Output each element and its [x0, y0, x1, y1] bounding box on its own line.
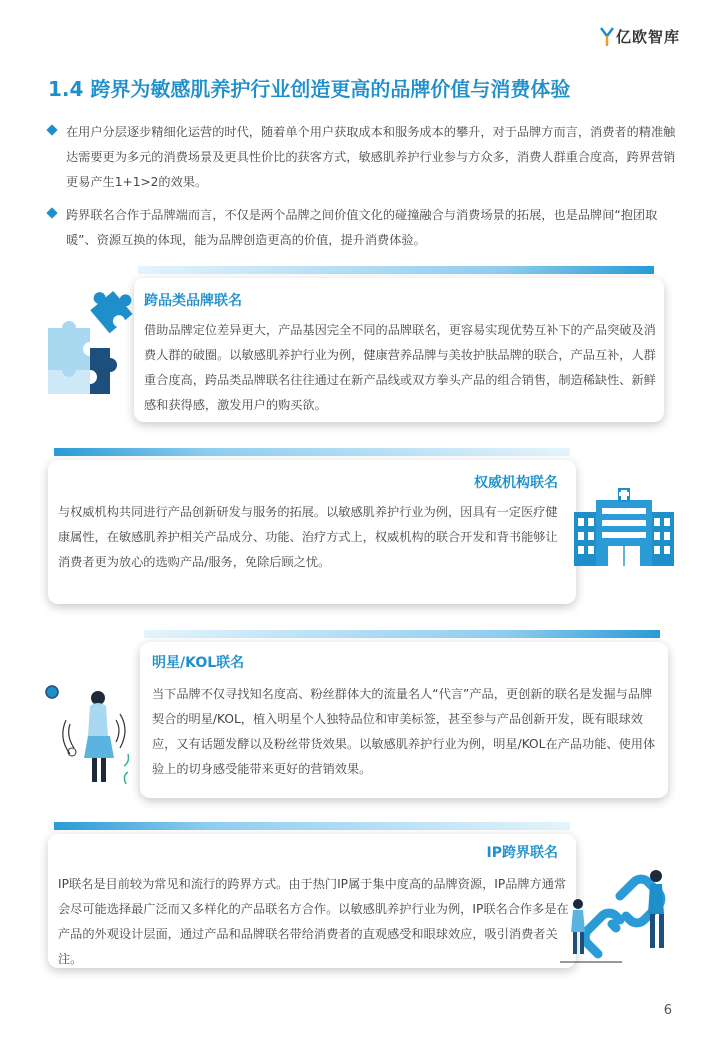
section-text: IP联名是目前较为常见和流行的跨界方式。由于热门IP属于集中度高的品牌资源，IP品牌方通常会尽可能选择最广泛而又多样化的产品联名方合作。以敏感肌养护行业为例，IP联名合作多是在产品的外观设计层面，通过产品和品牌联名带给消费者的直观感受和眼球效应，吸引消费者关注。: [58, 877, 569, 966]
bullet-diamond-icon: [46, 207, 57, 218]
section-card: [134, 278, 664, 422]
brand-logo-icon: [600, 27, 614, 47]
page-title: 1.4 跨界为敏感肌养护行业创造更高的品牌价值与消费体验: [48, 77, 571, 101]
bullet-text: 在用户分层逐步精细化运营的时代，随着单个用户获取成本和服务成本的攀升，对于品牌方而言，消费者的精准触达需要更为多元的消费场景及更具性价比的获客方式，敏感肌养护行业参与方众多，消费人群重合度高，跨界营销更易产生1+1>2的效果。: [66, 125, 676, 189]
kol-person-icon: [40, 680, 140, 792]
section-accent-bar: [138, 266, 654, 274]
page-number: 6: [663, 1003, 672, 1018]
bullet-diamond-icon: [46, 124, 57, 135]
section-accent-bar: [144, 630, 660, 638]
section-accent-bar: [54, 822, 570, 830]
section-title: 跨品类品牌联名: [144, 293, 242, 309]
bullet-item: [48, 120, 678, 195]
brand-name: 亿欧智库: [615, 28, 680, 46]
section-card: [48, 460, 576, 604]
section-card: [48, 834, 576, 968]
hospital-icon: [574, 486, 674, 566]
section-card: [140, 642, 668, 798]
section-text: 与权威机构共同进行产品创新研发与服务的拓展。以敏感肌养护行业为例，因具有一定医疗健康属性，在敏感肌养护相关产品成分、功能、治疗方式上，权威机构的联合开发和背书能够让消费者更为放心的选购产品/服务，免除后顾之忧。: [58, 505, 558, 569]
section-title: 权威机构联名: [474, 475, 558, 491]
section-title: 明星/KOL联名: [152, 655, 245, 671]
section-text: 借助品牌定位差异更大，产品基因完全不同的品牌联名，更容易实现优势互补下的产品突破及消费人群的破圈。以敏感肌养护行业为例，健康营养品牌与美妆护肤品牌的联合，产品互补，人群重合度高，跨品类品牌联名往往通过在新产品线或双方拳头产品的组合销售，制造稀缺性、新鲜感和获得感，激发用户的购买欲。: [144, 323, 656, 412]
section-text: 当下品牌不仅寻找知名度高、粉丝群体大的流量名人“代言”产品，更创新的联名是发掘与品牌契合的明星/KOL，植入明星个人独特品位和审美标签，甚至参与产品创新开发，既有眼球效应，又有话题发酵以及粉丝带货效果。以敏感肌养护行业为例，明星/KOL在产品功能、使用体验上的切身感受能带来更好的营销效果。: [152, 687, 656, 776]
section-accent-bar: [54, 448, 570, 456]
puzzle-icon: [44, 290, 136, 398]
brand-logo: [600, 26, 680, 47]
chain-link-icon: [560, 868, 680, 964]
bullet-text: 跨界联名合作于品牌端而言，不仅是两个品牌之间价值文化的碰撞融合与消费场景的拓展，也是品牌间“抱团取暖”、资源互换的体现，能为品牌创造更高的价值，提升消费体验。: [66, 208, 658, 247]
bullet-item: [48, 203, 678, 253]
section-title: IP跨界联名: [486, 845, 558, 861]
